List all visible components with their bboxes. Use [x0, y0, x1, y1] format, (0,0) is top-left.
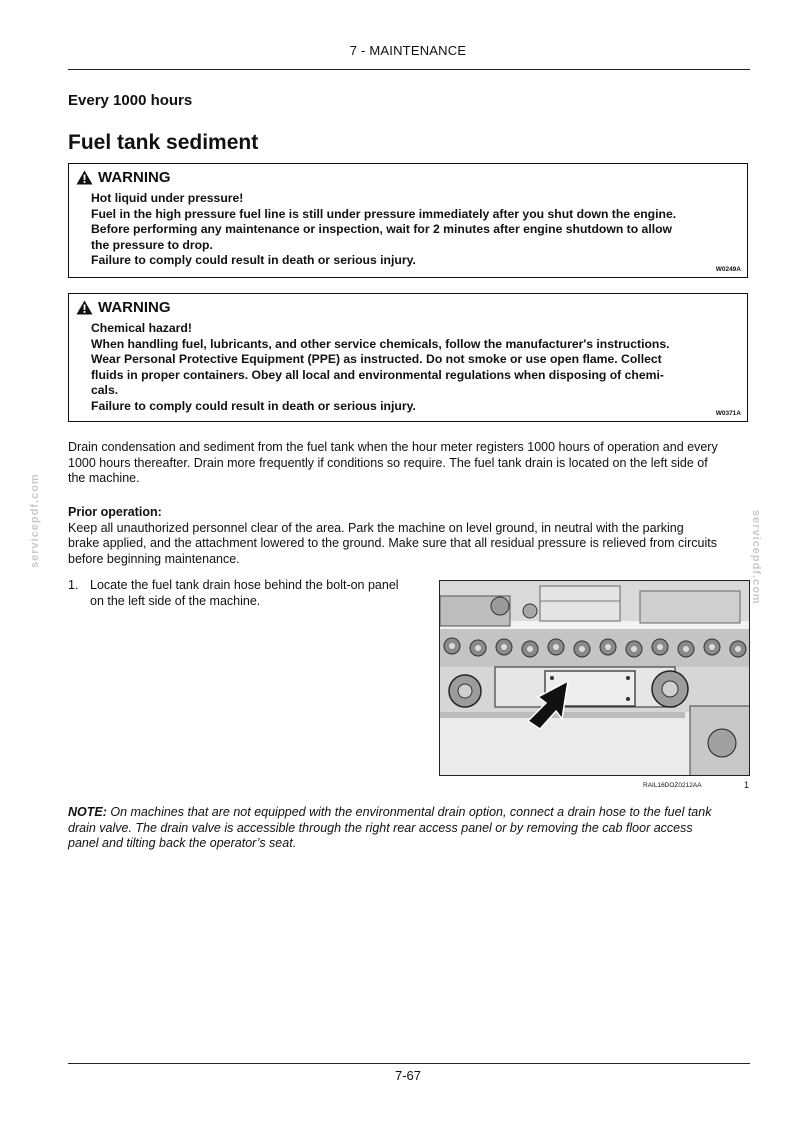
paragraph-line: Keep all unauthorized personnel clear of the area. Park the machine on level ground, in neutral with the parking — [68, 520, 684, 535]
note-line — [68, 805, 750, 821]
warning-triangle-icon — [76, 300, 93, 315]
prior-operation-heading: Prior operation: — [68, 505, 162, 519]
warning-line: Before performing any maintenance or inspection, wait for 2 minutes after engine shutdown to allow — [91, 222, 673, 236]
step-number: 1. — [68, 578, 79, 592]
interval-heading: Every 1000 hours — [68, 92, 193, 109]
header-rule — [68, 69, 750, 70]
warning-box-hot-liquid — [68, 163, 748, 278]
warning-label: WARNING — [98, 299, 171, 316]
note-line: panel and tilting back the operator’s seat. — [68, 836, 297, 851]
warning-line: fluids in proper containers. Obey all local and environmental regulations when disposing of chemi- — [91, 367, 664, 382]
warning-line: Failure to comply could result in death or serious injury. — [91, 398, 416, 413]
paragraph-line: the machine. — [68, 471, 140, 486]
warning-line: When handling fuel, lubricants, and other service chemicals, follow the manufacturer's instructions. — [91, 336, 670, 351]
figure-number: 1 — [744, 780, 750, 790]
warning-box-chemical-hazard — [68, 293, 748, 422]
footer-rule — [68, 1063, 750, 1064]
warning-code: W0371A — [715, 410, 741, 417]
warning-line: the pressure to drop. — [91, 237, 213, 252]
warning-label: WARNING — [98, 169, 171, 186]
warning-triangle-icon — [76, 170, 93, 185]
step-item — [68, 578, 418, 609]
warning-line: Chemical hazard! — [91, 321, 192, 335]
warning-header — [76, 169, 171, 186]
step-line: on the left side of the machine. — [90, 593, 261, 608]
warning-line: Wear Personal Protective Equipment (PPE) as instructed. Do not smoke or use open flame. Collect — [91, 352, 662, 366]
warning-line: Fuel in the high pressure fuel line is still under pressure immediately after you shut down the engine. — [91, 206, 677, 221]
step-line: Locate the fuel tank drain hose behind the bolt-on panel — [90, 578, 399, 592]
intro-paragraph — [68, 440, 750, 487]
warning-line: Failure to comply could result in death or serious injury. — [91, 253, 416, 267]
warning-line: cals. — [91, 383, 119, 397]
step-text — [90, 578, 399, 609]
page-number: 7-67 — [394, 1068, 422, 1083]
watermark-left: servicepdf.com — [29, 473, 41, 568]
watermark-right: servicepdf.com — [750, 510, 762, 605]
note-label: NOTE: — [68, 805, 107, 819]
warning-text — [91, 321, 729, 414]
paragraph-line: brake applied, and the attachment lowered to the ground. Make sure that all residual pressure is relieved from circuits — [68, 536, 717, 551]
running-header: 7 - MAINTENANCE — [349, 43, 467, 58]
paragraph-line: before beginning maintenance. — [68, 552, 240, 567]
page-title: Fuel tank sediment — [68, 131, 259, 154]
warning-header — [76, 299, 171, 316]
figure-fuel-tank-drain — [439, 580, 750, 776]
paragraph-line: 1000 hours thereafter. Drain more frequently if conditions so require. The fuel tank drain is located on the left side of — [68, 455, 708, 470]
warning-text — [91, 191, 729, 269]
note-paragraph — [68, 805, 750, 852]
note-line: drain valve. The drain valve is accessible through the right rear access panel or by removing the cab floor access — [68, 820, 693, 835]
warning-line: Hot liquid under pressure! — [91, 191, 244, 205]
paragraph-line: Drain condensation and sediment from the fuel tank when the hour meter registers 1000 hours of operation and every — [68, 440, 718, 454]
figure-code: RAIL16DOZ0212AA — [643, 782, 702, 789]
machine-undercarriage-illustration — [440, 581, 750, 776]
note-text: On machines that are not equipped with the environmental drain option, connect a drain hose to the fuel tank — [106, 805, 712, 819]
warning-code: W0249A — [715, 266, 741, 273]
prior-operation-section — [68, 505, 750, 568]
